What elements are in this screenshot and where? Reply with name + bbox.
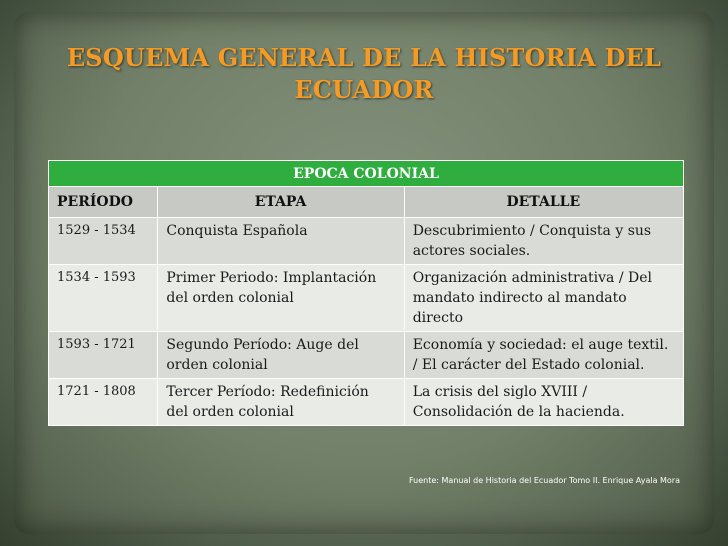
column-header-period: PERÍODO — [49, 187, 158, 218]
period-cell: 1534 - 1593 — [49, 265, 158, 332]
era-header: EPOCA COLONIAL — [49, 161, 684, 187]
table-row — [49, 265, 684, 332]
stage-cell: Conquista Española — [158, 218, 404, 265]
stage-cell: Primer Periodo: Implantación del orden colonial — [158, 265, 404, 332]
detail-cell: Descubrimiento / Conquista y sus actores sociales. — [404, 218, 683, 265]
detail-cell: La crisis del siglo XVIII / Consolidación de la hacienda. — [404, 379, 683, 426]
detail-cell: Economía y sociedad: el auge textil. / El carácter del Estado colonial. — [404, 332, 683, 379]
era-header-row — [49, 161, 684, 187]
column-header-row — [49, 187, 684, 218]
history-table — [48, 160, 684, 426]
table-row — [49, 379, 684, 426]
table-row — [49, 218, 684, 265]
column-header-stage: ETAPA — [158, 187, 404, 218]
column-header-detail: DETALLE — [404, 187, 683, 218]
period-cell: 1529 - 1534 — [49, 218, 158, 265]
slide-title: ESQUEMA GENERAL DE LA HISTORIA DEL ECUADOR — [66, 43, 662, 104]
period-cell: 1593 - 1721 — [49, 332, 158, 379]
detail-cell: Organización administrativa / Del mandato indirecto al mandato directo — [404, 265, 683, 332]
period-cell: 1721 - 1808 — [49, 379, 158, 426]
stage-cell: Segundo Período: Auge del orden colonial — [158, 332, 404, 379]
source-citation: Fuente: Manual de Historia del Ecuador Tomo II. Enrique Ayala Mora — [409, 476, 680, 485]
stage-cell: Tercer Período: Redefinición del orden colonial — [158, 379, 404, 426]
table-row — [49, 332, 684, 379]
